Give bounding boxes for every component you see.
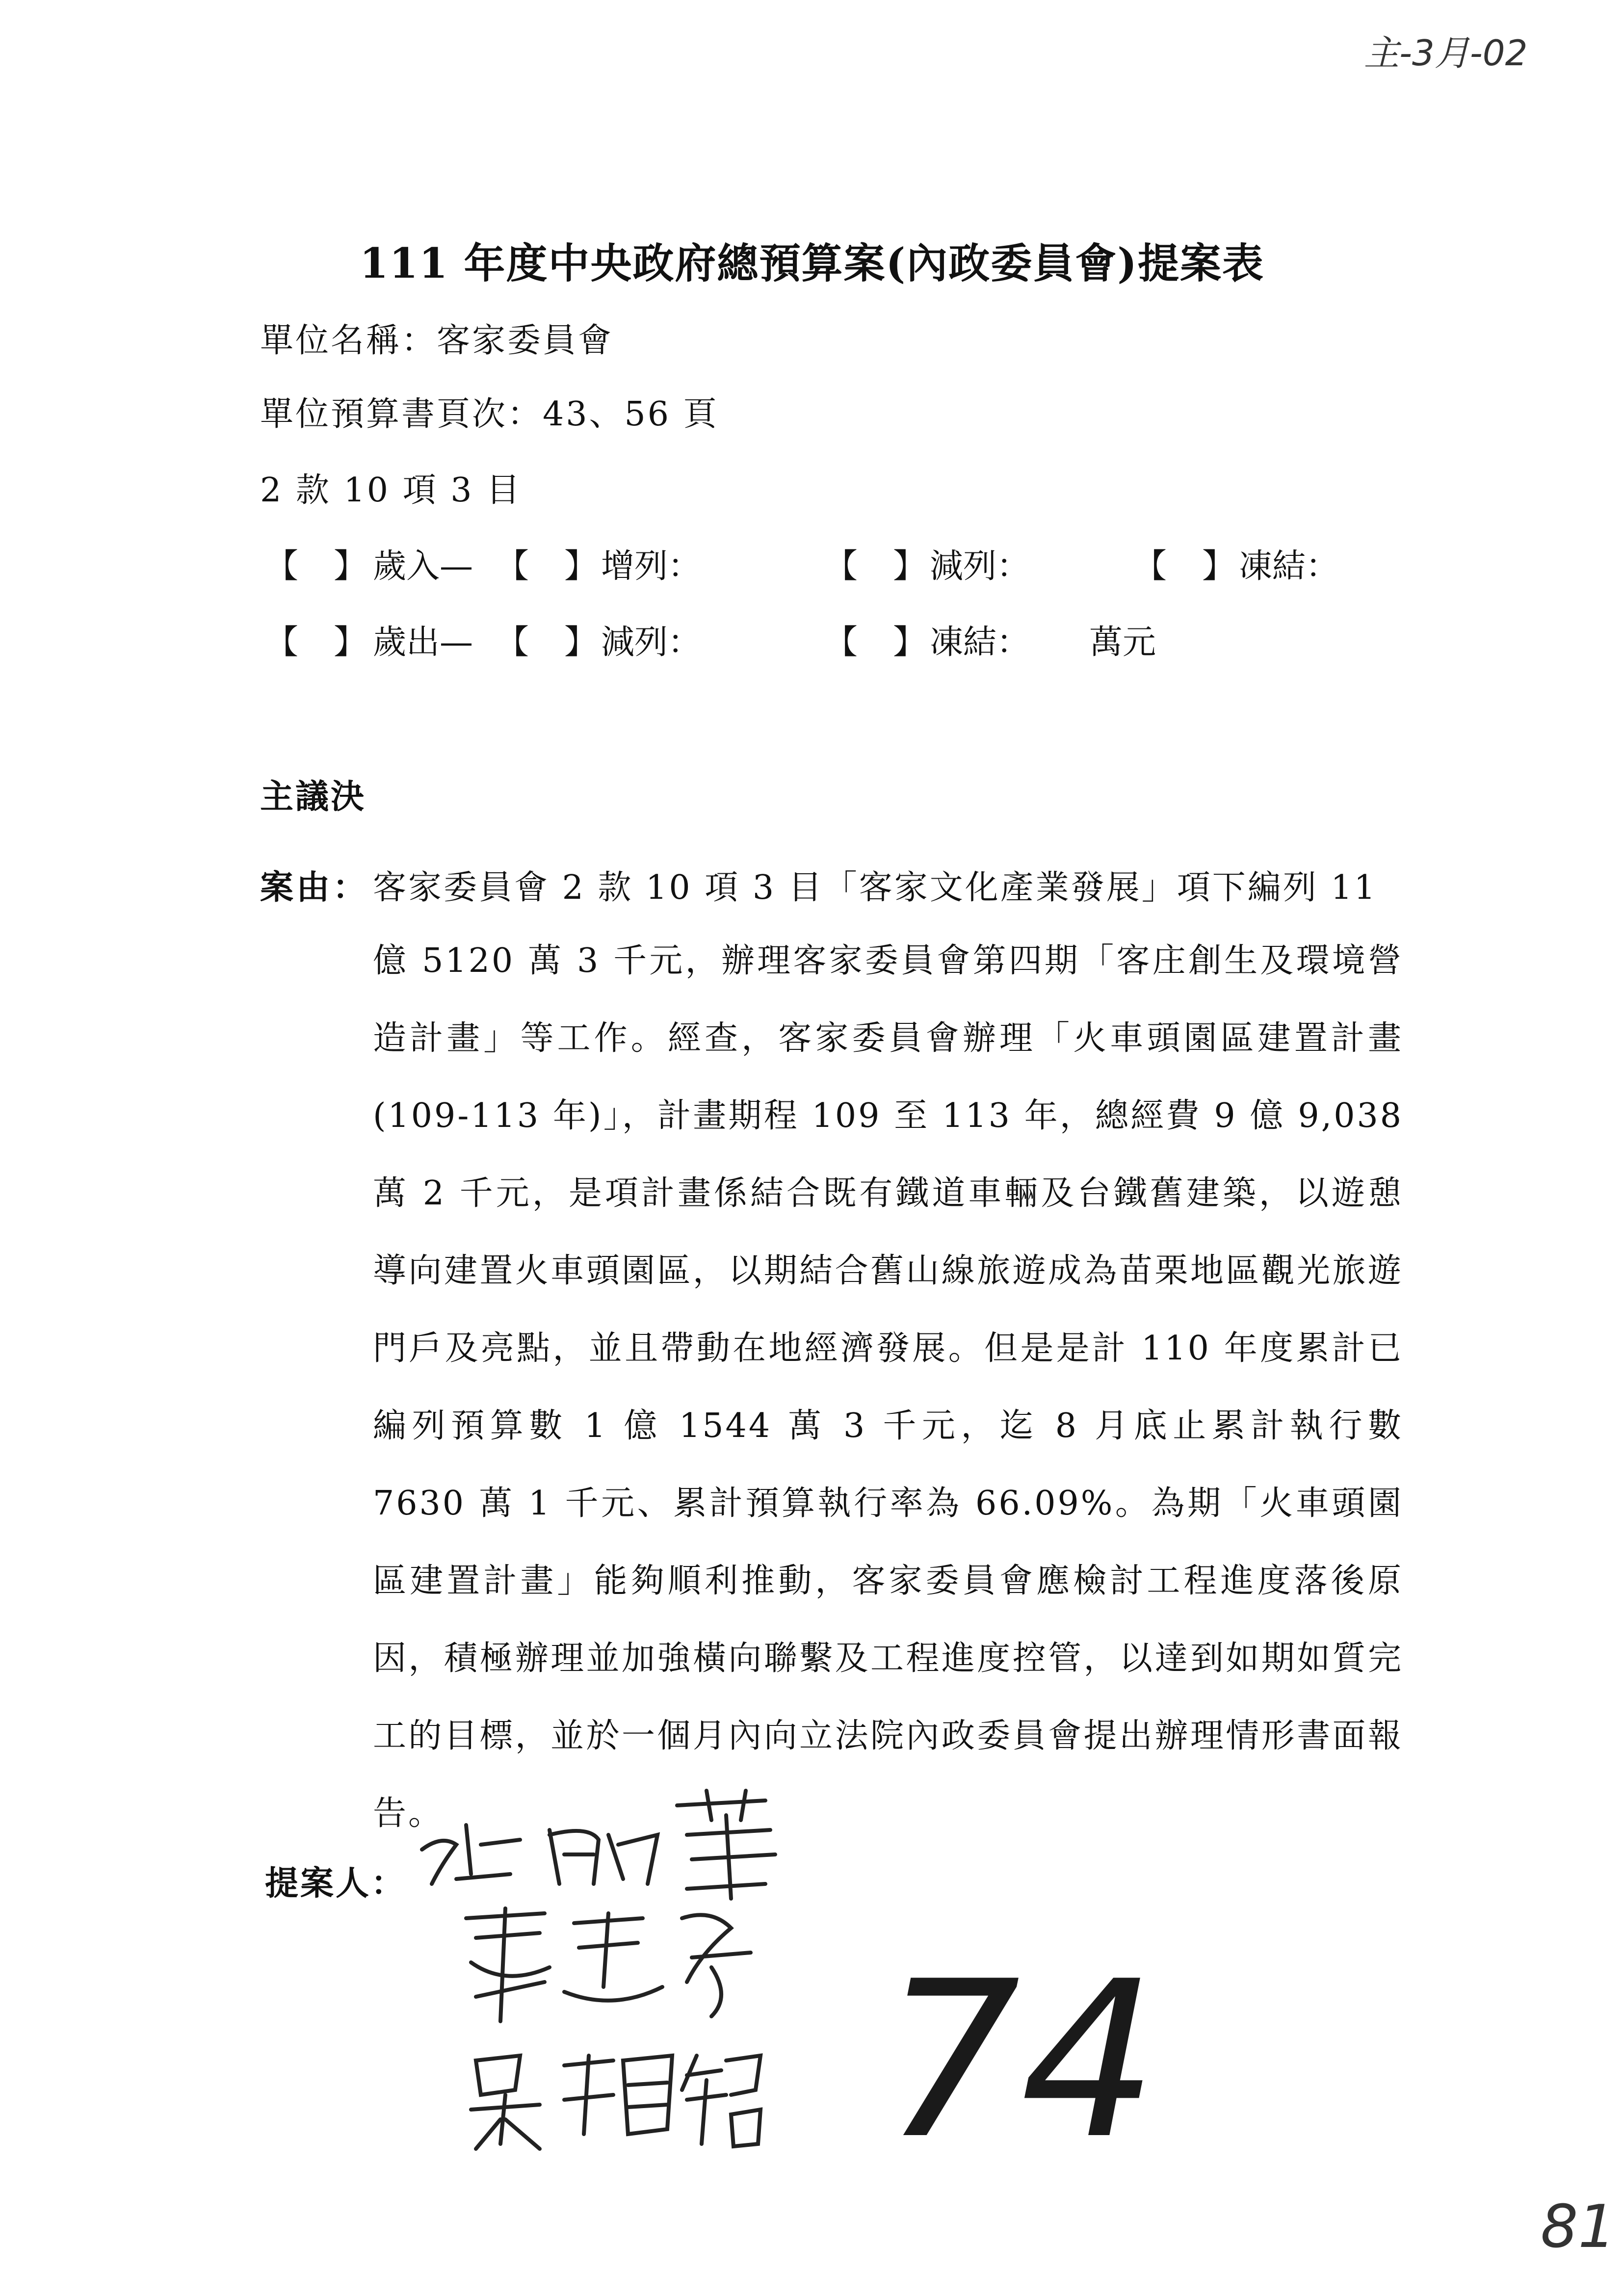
expense-label: 歲出— (373, 623, 473, 662)
signature-2 (456, 1899, 760, 2026)
bracket-open: 【 (265, 547, 299, 586)
handwritten-stamp: 主-3月-02 (1364, 32, 1528, 74)
reason-first-line: 客家委員會 2 款 10 項 3 目「客家文化產業發展」項下編列 11 (373, 868, 1377, 907)
unit-name: 單位名稱：客家委員會 (260, 321, 614, 360)
bracket-close: 】 (334, 547, 367, 586)
bracket-close: 】 (564, 623, 598, 662)
bracket-open: 【 (824, 547, 858, 586)
increase-label: 增列： (601, 547, 702, 586)
reason-label: 案由： (260, 868, 369, 907)
decrease-label: 減列： (601, 623, 702, 662)
resolution-heading: 主議決 (260, 777, 367, 816)
unit-label: 萬元 (1089, 623, 1156, 662)
corner-mark: 81 (1541, 2193, 1616, 2261)
revenue-row (0, 540, 1624, 584)
freeze-label: 凍結： (1239, 547, 1339, 586)
expense-row (0, 616, 1624, 660)
bracket-close: 】 (564, 547, 598, 586)
freeze-label: 凍結： (930, 623, 1030, 662)
bracket-open: 【 (496, 547, 529, 586)
bracket-close: 】 (893, 623, 927, 662)
bracket-close: 】 (1202, 547, 1236, 586)
bracket-open: 【 (496, 623, 529, 662)
handwritten-number: 74 (883, 1935, 1158, 2186)
bracket-open: 【 (1133, 547, 1167, 586)
bracket-open: 【 (824, 623, 858, 662)
signature-3 (466, 2046, 770, 2159)
reason-body: 億 5120 萬 3 千元，辦理客家委員會第四期「客庄創生及環境營造計畫」等工作。經查，客家委員會辦理「火車頭園區建置計畫(109-113 年)」，計畫期程 109 至 113 年，總經費 9 億 9,038 萬 2 千元，是項計畫係結合既有鐵道車輛及台鐵舊建築，以遊憩導向建置火車頭園區，以期結合舊山線旅遊成為苗栗地區觀光旅遊門戶及亮點，並且帶動在地經濟發展。但是是計 110 年度累計已編列預算數 1 億 1544 萬 3 千元，迄 8 月底止累計執行數 7630 萬 1 千元、累計預算執行率為 66.09%。為期「火車頭園區建置計畫」能夠順利推動，客家委員會應檢討工程進度落後原因，積極辦理並加強橫向聯繫及工程進度控管，以達到如期如質完工的目標，並於一個月內向立法院內政委員會提出辦理情形書面報告。 (373, 941, 1403, 1833)
budget-item: 2 款 10 項 3 目 (260, 471, 522, 510)
revenue-label: 歲入— (373, 547, 473, 586)
budget-pages: 單位預算書頁次：43、56 頁 (260, 395, 719, 434)
bracket-close: 】 (334, 623, 367, 662)
signature-1 (412, 1786, 785, 1904)
page-title: 111 年度中央政府總預算案(內政委員會)提案表 (359, 239, 1265, 287)
bracket-close: 】 (893, 547, 927, 586)
bracket-open: 【 (265, 623, 299, 662)
proposer-label: 提案人： (265, 1864, 407, 1903)
decrease-label: 減列： (930, 547, 1030, 586)
